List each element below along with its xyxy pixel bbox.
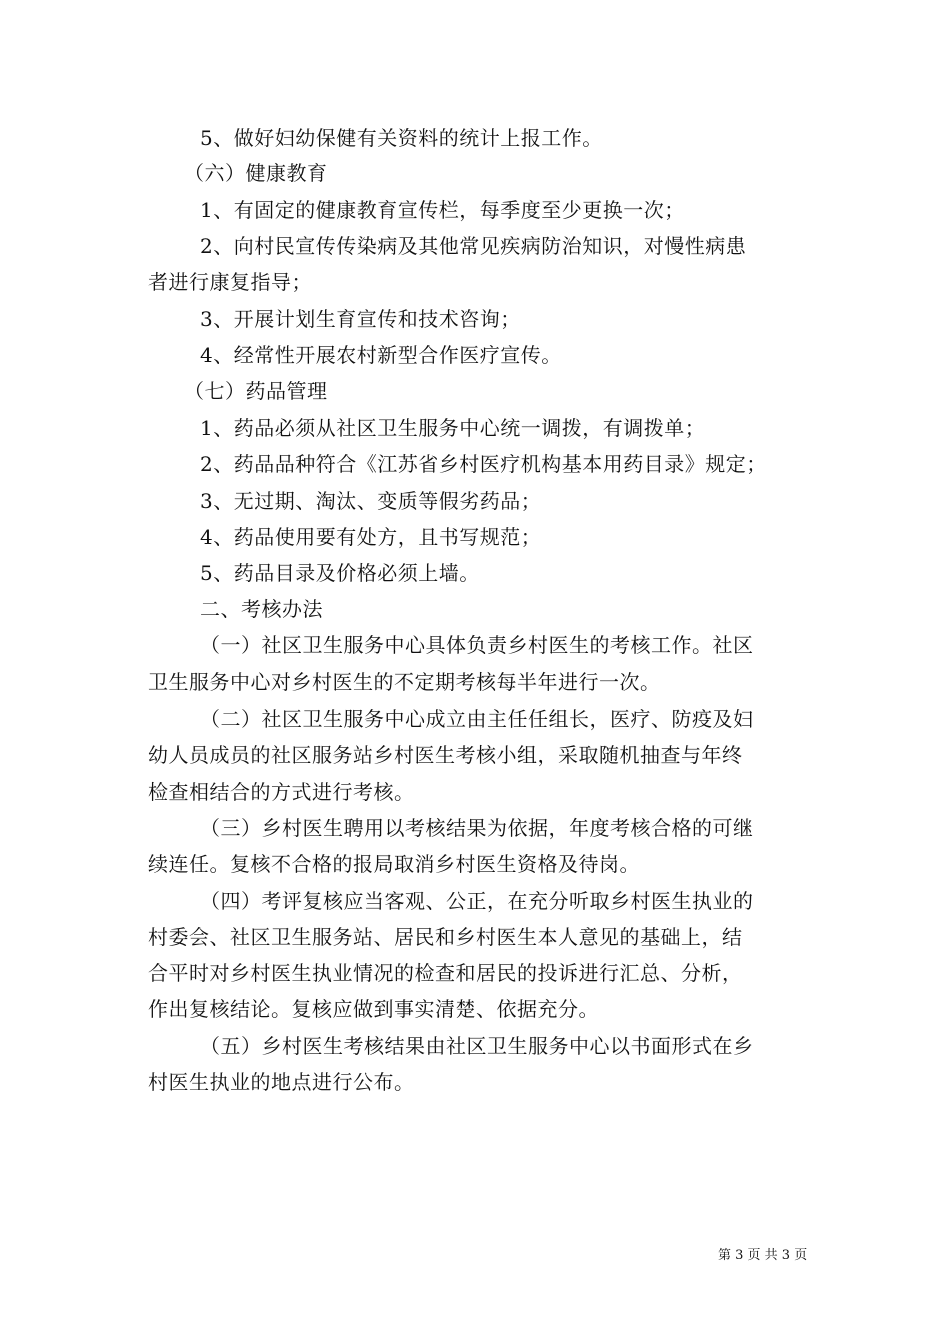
section-heading: 二、考核办法 xyxy=(200,597,323,621)
paragraph-line: 幼人员成员的社区服务站乡村医生考核小组，采取随机抽查与年终 xyxy=(148,743,743,767)
paragraph-line: 4、经常性开展农村新型合作医疗宣传。 xyxy=(200,343,562,367)
paragraph-line: 2、药品品种符合《江苏省乡村医疗机构基本用药目录》规定； xyxy=(200,452,767,476)
paragraph-line: 者进行康复指导； xyxy=(148,270,312,294)
page-number: 第 3 页 共 3 页 xyxy=(718,1248,808,1263)
paragraph-line: 村医生执业的地点进行公布。 xyxy=(148,1070,415,1094)
paragraph-line: 村委会、社区卫生服务站、居民和乡村医生本人意见的基础上，结 xyxy=(148,925,743,949)
paragraph-line: （四）考评复核应当客观、公正，在充分听取乡村医生执业的 xyxy=(200,889,754,913)
paragraph-line: 卫生服务中心对乡村医生的不定期考核每半年进行一次。 xyxy=(148,670,661,694)
section-heading: （七）药品管理 xyxy=(184,379,328,403)
paragraph-line: 检查相结合的方式进行考核。 xyxy=(148,780,415,804)
paragraph-line: （五）乡村医生考核结果由社区卫生服务中心以书面形式在乡 xyxy=(200,1034,754,1058)
section-heading: （六）健康教育 xyxy=(184,161,328,185)
paragraph-line: 2、向村民宣传传染病及其他常见疾病防治知识，对慢性病患 xyxy=(200,234,747,258)
paragraph-line: 作出复核结论。复核应做到事实清楚、依据充分。 xyxy=(148,997,599,1021)
paragraph-line: 1、有固定的健康教育宣传栏，每季度至少更换一次； xyxy=(200,198,685,222)
paragraph-line: （三）乡村医生聘用以考核结果为依据，年度考核合格的可继 xyxy=(200,816,754,840)
paragraph-line: 3、开展计划生育宣传和技术咨询； xyxy=(200,307,521,331)
paragraph-line: （一）社区卫生服务中心具体负责乡村医生的考核工作。社区 xyxy=(200,633,754,657)
paragraph-line: 5、药品目录及价格必须上墙。 xyxy=(200,561,480,585)
paragraph-line: 4、药品使用要有处方，且书写规范； xyxy=(200,525,542,549)
paragraph-line: 3、无过期、淘汰、变质等假劣药品； xyxy=(200,489,542,513)
paragraph-line: 1、药品必须从社区卫生服务中心统一调拨，有调拨单； xyxy=(200,416,706,440)
paragraph-line: （二）社区卫生服务中心成立由主任任组长，医疗、防疫及妇 xyxy=(200,707,754,731)
paragraph-line: 5、做好妇幼保健有关资料的统计上报工作。 xyxy=(200,126,603,150)
paragraph-line: 合平时对乡村医生执业情况的检查和居民的投诉进行汇总、分析， xyxy=(148,961,743,985)
paragraph-line: 续连任。复核不合格的报局取消乡村医生资格及待岗。 xyxy=(148,852,640,876)
